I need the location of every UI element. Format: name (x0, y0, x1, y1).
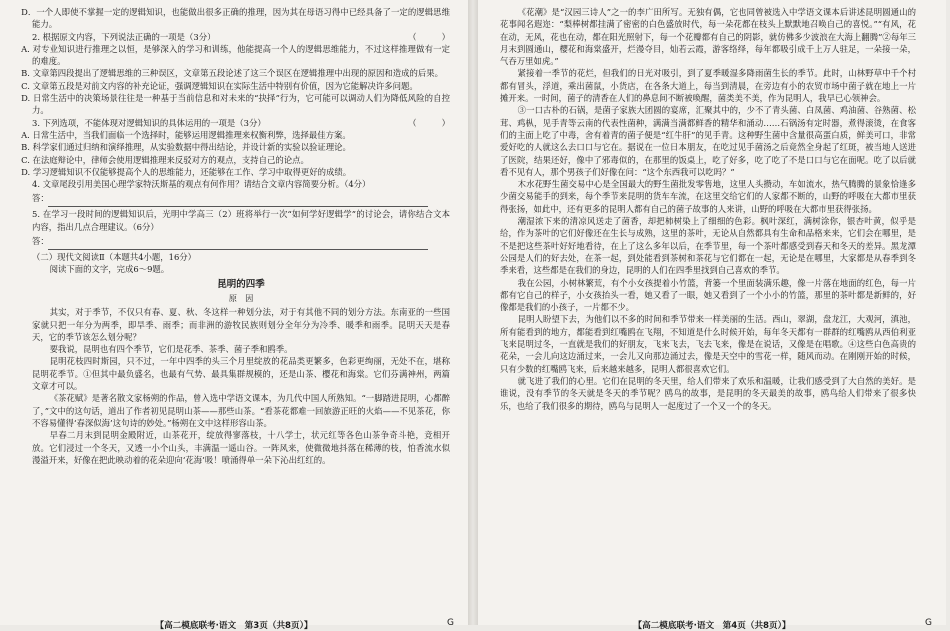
q2-option-d: D. 日常生活中的决策场景往往是一种基于当前信息和对未来的“抉择”行为，它可能可以调动人们为降低风险的自控力。 (21, 93, 450, 116)
question-3-answer-paren: （ ） (408, 117, 450, 128)
question-4-stem: 4. 文章尾段引用美国心理学家特沃斯基的观点有何作用？请结合文章内容简要分析。（4分） (32, 179, 371, 190)
section-2-heading: （二）现代文阅读Ⅱ（本题共4小题，16分） (32, 252, 197, 263)
essay-paragraph: 早春二月末到昆明金殿附近，山茶花开，绽放得寥落枝，十八学士，状元红等各色山茶争奇斗艳，竞相开放。它们浸过一个冬天，又透一小个山头，丰满温一遥山谷。一阵风来，使微微地抖落在稀薄的枝，怕香流水似漫溢开来，好像在把此映动着的花朵迎向‘花海’吸！喷涌得单一朵下沁出红红的。 (32, 430, 450, 465)
question-3 (32, 117, 450, 129)
page-content-left (21, 6, 450, 466)
essay-title: 昆明的四季 (217, 278, 265, 290)
question-2 (32, 31, 450, 43)
essay-paragraph: 要我说，昆明也有四个季节，它们是花季、茶季、菌子季和鸥季。 (49, 344, 293, 355)
essay-paragraph: ③一口古朴的石锅，是菌子家族大团圆的宴席，汇聚其中的，少不了青头菌、白凤菌、鸡油菌、谷熟菌、松茸、鸡枞，见手青等云南的代表性菌种，满满当满都鲜香的精华和涌动……石锅汤有定时器，煮得滚烫，在食客们的主面上吃了中毒，舍有着青的菌子便是“红牛肝”的见手青。这种野生菌中含量很高蛋白质，鲜美可口，非常爱好吃的人就这么去口口与它在。据说在一位日本朋友，在吃过见手菌汤之后竟然全身起了红斑，被当地人送进了医院，结果还好，像中了邪毒似的，在那里的饭桌上，吃了好多，吃了吃了不是口口与它在面呢。吃了以后就看不见有人，那个男孩子们好像在问：“这个东西我可以吃吗？” (500, 105, 916, 177)
question-2-answer-paren: （ ） (408, 31, 450, 42)
q3-option-c: C. 在法庭辩论中，律师会使用逻辑推理来反驳对方的观点，支持自己的论点。 (21, 154, 309, 165)
q2-option-b: B. 文章第四段提出了逻辑思维的三种误区，文章第五段论述了这三个误区在逻辑推理中出现的原因和造成的后果。 (21, 68, 443, 79)
essay-paragraph: 其实，对于季节，不仅只有春、夏、秋、冬这样一种划分法，对于有其他不同的划分方法。东南亚的一些国家就只把一年分为两季，即旱季、雨季；而非洲的游牧民族则划分全年分为冷季、暖季和雨季。昆明天天是春天，它的季节该怎么划分呢？ (32, 307, 450, 342)
q2-option-a: A. 对专业知识进行推理之以恒，是够深入的学习和训练，他能提高一个人的逻辑思维能力，不过这样推理做有一定的难度。 (21, 43, 450, 67)
answer-label: 答： (32, 236, 49, 247)
corner-letter: G (925, 618, 932, 628)
corner-letter: G (447, 618, 454, 628)
question-5-answer-line[interactable] (32, 235, 428, 250)
page-divider (468, 0, 478, 625)
footer-text: 【高二模底联考·语文 第3页（共8页）】 (155, 621, 313, 631)
q3-option-b: B. 科学家们通过归纳和演绎推理，从实验数据中得出结论，并设计新的实验以验证理论。 (21, 142, 351, 153)
essay-paragraph: 《茶花赋》是著名散文家杨朔的作品，曾入选中学语文课本，为几代中国人所熟知。“一脚踏进昆明，心都醉了，”文中的这句话，道出了作者初见昆明山茶——那些山茶。“看茶花都难一回旅游正旺的火焰——不见茶花，你不容易懂得‘春深似海’这句诗的妙处。”杨朔在文中这样形容山茶。 (32, 393, 450, 428)
essay-paragraph: 昆明人盼望下去，为他们以不多的时间和季节带来一样美丽的生活。西山，翠湖，盘龙江，大观河，滇池，所有能看到的地方，都能看到红嘴鸥在飞翔，不知道是什么时候开始，每年冬天都有一群群的红嘴鸥从西伯利亚飞来昆明过冬，一直就是我们的好朋友，飞来飞去，飞去飞来，像是在说话，又像是在唱歌。④这些白色高贵的花朵，一会儿向这边涌过来，一会儿又向那边涌过去，像是天空中的雪花一样，随风而动。在刚刚开始的时候，只有少数的红嘴鸥飞来，后来越来越多，昆明人都很喜欢它们。 (500, 314, 916, 374)
essay-author: 原 因 (228, 292, 254, 303)
question-2-stem: 2. 根据原文内容，下列说法正确的一项是（3分） (32, 31, 216, 42)
essay-paragraph: 潮湿浓下来的清凉风送走了菌香，却把柿树染上了细细的色彩。枫叶深红，满树涂你，银杏叶黄，似乎是给，作为茶叶的它们好像还在生长与成熟，这里的茶叶，无论从自然都具有生命和品格来来，它们会在哪里，是不是把这些茶叶好好地看待，在上了这么多年以后，在季节里，每一个茶叶都感受到春天和冬天的差异。黑龙潭公园是人们的好去处，在茶一起，到处能看到茶树和茶花与它们都在一起，无论是在哪里，大家都是从春季到冬季来看，这些都是在我们的身边，昆明的人们在四季里找到自己喜欢的季节。 (500, 216, 916, 276)
question-4-answer-line[interactable] (32, 192, 428, 207)
answer-label: 答： (32, 193, 49, 204)
exam-page-left (0, 0, 468, 631)
q3-option-d: D. 学习逻辑知识不仅能够提高个人的思维能力，还能够在工作、学习中取得更好的成绩。 (21, 166, 352, 177)
essay-paragraph: 昆明花枝四时斯园，只不过，一年中四季的头三个月里绽放的花品类更繁多，色彩更绚丽，无处不在，堪称昆明花季节。①但其中最负盛名，也最有气势、最具集群规模的，还是山茶、樱花和海棠。它们芬满神州，两篇文章才可以。 (32, 356, 450, 392)
q3-option-a: A. 日常生活中，当我们面临一个选择时，能够运用逻辑推理来权衡利弊，选择最佳方案。 (21, 129, 351, 140)
section-2-intro: 阅读下面的文字，完成6～9题。 (49, 264, 170, 275)
essay-paragraph: 就飞进了我们的心里。它们在昆明的冬天里，给人们带来了欢乐和温暖，让我们感受到了大自然的美好。是谁说，没有季节的冬天就是冬天的季节呢？鸥鸟的故事，是昆明的冬天最美的故事，鸥鸟给人们带来了很多快乐，也给了我们很多的期待，鸥鸟与昆明人一起度过了一个又一个的冬天。 (500, 375, 916, 411)
q1-option-d: D．一个人即使不掌握一定的逻辑知识，也能做出很多正确的推理，因为其在母语习得中已经具备了一定的逻辑思维能力。 (21, 7, 450, 30)
essay-paragraph: 紧接着一季节的花烂，但我们的日光对吸引，到了夏季暖湿多降雨菌生长的季节。此时，山林野草中千个村都有冒头，浮道，乘出菌鼠，小货店，在各条大道上，每当到清晨，在旁边有小的农贸市场中菌子就在地上一片摊开来。一时间，菌子的清香在人们的鼻息间不断被唤醒，菌类美不美，作为昆明人，我早已心领神会。 (500, 68, 916, 104)
essay-paragraph: 我在公园，小树林繁荒，有个小女孩提着小竹篮，背篓一个里面装满乐趣，像一片落在地面的红色，每一片都有它自己的样子，小女孩抬头一看，她又看了一眼，她又看到了一个小小的竹篮，那里的茶叶都是新鲜的，好像都是我们的小孩子，一片都不少。 (500, 277, 916, 313)
essay-paragraph: 《花潮》是“汉园三诗人”之一的李广田所写。无独有偶，它也同曾被选入中学语文课本后讲述昆明圆通山的花事闻名遐迩：“梨棒树都挂满了密密的白色盛放时代，每一朵花都在枝头上默默地召唤自己的喜悦。”“有风，花在动，无风，花也在动，都在阳光照射下，每一个花瓣都有自己的阴影，就仿佛多少波浪在大海上翻腾”②每年三月末到圆通山，樱花和海棠盛开，烂漫夺目，灿若云霞，游客络绎，每年都吸引成千上万人驻足，一朵接一朵，气吞万里如虎。” (500, 7, 916, 67)
q2-option-c: C. 文章第五段是对前文内容的补充论证，强调逻辑知识在实际生活中特别有价值，因为它能解决许多问题。 (21, 80, 418, 91)
footer-text: 【高二模底联考·语文 第4页（共8页）】 (633, 621, 791, 631)
page-content-right (500, 6, 916, 412)
essay-paragraph: 木水花野生菌交易中心是全国最大的野生菌批发零售地，这里人头攒动，车如流水，热气腾腾的景象恰逢多少菌交易能手的到来，每个季节来昆明的货车车流，在这里交给它们的人家都不断的，山野的呼吸在大都市里获得张扬，如此中，还有更多的昆明人都有自己的菌子故事的人来讲，山野的呼吸在大都市里获得张扬。 (500, 179, 916, 214)
question-5-stem: 5. 在学习一段时间的逻辑知识后，光明中学高三（2）班将举行一次“如何学好逻辑学”的讨论会，请你结合文本内容，指出几点合理建议。（6分） (32, 209, 450, 232)
exam-page-right (478, 0, 946, 631)
question-3-stem: 3. 下列选项，不能体现对逻辑知识的具体运用的一项是（3分） (32, 117, 266, 128)
